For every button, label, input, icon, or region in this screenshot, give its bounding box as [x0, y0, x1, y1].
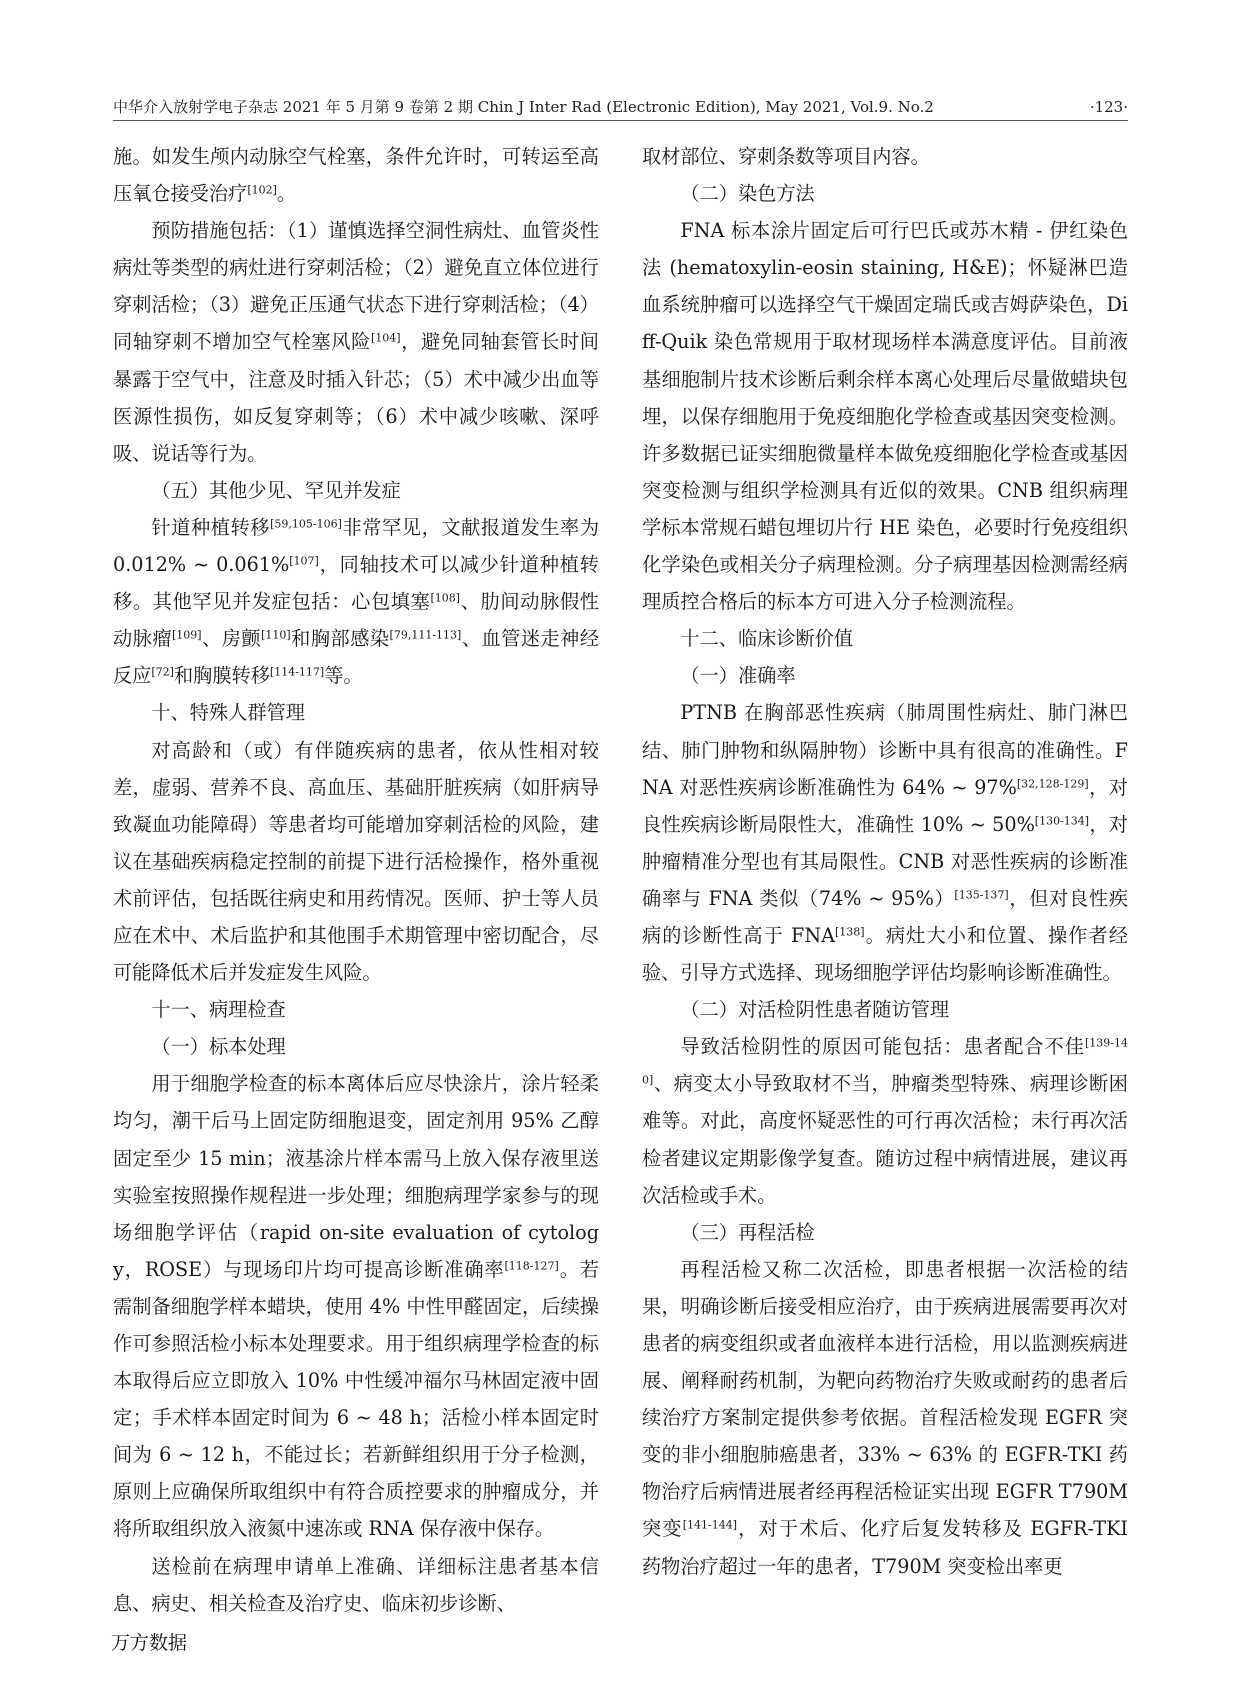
paragraph: FNA 标本涂片固定后可行巴氏或苏木精 - 伊红染色法 (hematoxylin-eosin staining, H&E)；怀疑淋巴造血系统肿瘤可以选择空气干燥固定瑞氏或吉姆萨染色，Diff-Quik 染色常规用于取材现场样本满意度评估。目前液基细胞制片技术诊断后剩余样本离心处理后尽量做蜡块包埋，以保存细胞用于免疫细胞化学检查或基因突变检测。许多数据已证实细胞微量样本做免疫细胞化学检查或基因突变检测与组织学检测具有近似的效果。CNB 组织病理学标本常规石蜡包埋切片行 HE 染色，必要时行免疫组织化学染色或相关分子病理检测。分子病理基因检测需经病理质控合格后的标本方可进入分子检测流程。 — [642, 219, 1128, 614]
section-heading: （五）其他少见、罕见并发症 — [151, 478, 401, 502]
section-heading: 十、特殊人群管理 — [151, 701, 305, 725]
paragraph: 再程活检又称二次活检，即患者根据一次活检的结果，明确诊断后接受相应治疗，由于疾病进展需要再次对患者的病变组织或者血液样本进行活检，用以监测疾病进展、阐释耐药机制，为靶向药物治疗失败或耐药的患者后续治疗方案制定提供参考依据。首程活检发现 EGFR 突变的非小细胞肺癌患者，33% ~ 63% 的 EGFR-TKI 药物治疗后病情进展者经再程活检证实出现 EGFR T790M 突变[141-144]，对于术后、化疗后复发转移及 EGFR-TKI 药物治疗超过一年的患者，T790M 突变检出率更 — [642, 1257, 1128, 1578]
citation[interactable]: [32,128-129] — [1016, 777, 1089, 790]
running-header — [113, 94, 1128, 121]
citation[interactable]: [107] — [289, 554, 319, 568]
section-heading: 十一、病理检查 — [151, 998, 286, 1022]
citation[interactable]: [72] — [151, 665, 174, 679]
right-column — [642, 138, 1128, 1585]
paragraph: PTNB 在胸部恶性疾病（肺周围性病灶、肺门淋巴结、肺门肿物和纵隔肿物）诊断中具有很高的准确性。FNA 对恶性疾病诊断准确性为 64% ~ 97%[32,128-129]，对良性疾病诊断局限性大，准确性 10% ~ 50%[130-134]，对肿瘤精准分型也有其局限性。CNB 对恶性疾病的诊断准确率与 FNA 类似（74% ~ 95%）[135-137]，但对良性疾病的诊断性高于 FNA[138]。病灶大小和位置、操作者经验、引导方式选择、现场细胞学评估均影响诊断准确性。 — [642, 701, 1129, 985]
citation[interactable]: [109] — [172, 628, 202, 642]
section-heading: 十二、临床诊断价值 — [680, 627, 854, 651]
paragraph: 送检前在病理申请单上准确、详细标注患者基本信息、病史、相关检查及治疗史、临床初步诊断、 — [113, 1554, 599, 1615]
journal-citation: 中华介入放射学电子杂志 2021 年 5 月第 9 卷第 2 期 Chin J Inter Rad (Electronic Edition), May 2021, Vol.9. No.2 — [113, 98, 934, 116]
citation[interactable]: [130-134] — [1034, 814, 1090, 828]
section-heading: （三）再程活检 — [680, 1220, 815, 1244]
citation[interactable]: [139-140] — [642, 1036, 1128, 1087]
paragraph: 针道种植转移[59,105-106]非常罕见，文献报道发生率为 0.012% ~ 0.061%[107]，同轴技术可以减少针道种植转移。其他罕见并发症包括：心包填塞[108]、肋间动脉假性动脉瘤[109]、房颤[110]和胸部感染[79,111-113]、血管迷走神经反应[72]和胸膜转移[114-117]等。 — [113, 515, 600, 688]
section-heading: （一）标本处理 — [151, 1035, 286, 1059]
paragraph: 导致活检阴性的原因可能包括：患者配合不佳[139-140]、病变太小导致取材不当，肿瘤类型特殊、病理诊断困难等。对此，高度怀疑恶性的可行再次活检；未行再次活检者建议定期影像学复查。随访过程中病情进展，建议再次活检或手术。 — [642, 1035, 1128, 1207]
section-heading: （二）染色方法 — [680, 182, 815, 206]
section-heading: （二）对活检阴性患者随访管理 — [680, 998, 950, 1022]
section-heading: （一）准确率 — [680, 664, 796, 688]
paragraph: 预防措施包括：（1）谨慎选择空洞性病灶、血管炎性病灶等类型的病灶进行穿刺活检；（2）避免直立体位进行穿刺活检；（3）避免正压通气状态下进行穿刺活检；（4）同轴穿刺不增加空气栓塞风险[104]，避免同轴套管长时间暴露于空气中，注意及时插入针芯；（5）术中减少出血等医源性损伤，如反复穿刺等；（6）术中减少咳嗽、深呼吸、说话等行为。 — [113, 219, 599, 465]
citation[interactable]: [108] — [430, 591, 461, 605]
paragraph: 取材部位、穿刺条数等项目内容。 — [642, 145, 930, 168]
citation[interactable]: [118-127] — [504, 1259, 559, 1273]
citation[interactable]: [102] — [247, 183, 277, 197]
watermark-text: 万方数据 — [111, 1632, 188, 1654]
citation[interactable]: [110] — [261, 628, 291, 642]
citation[interactable]: [79,111-113] — [389, 628, 462, 642]
citation[interactable]: [138] — [834, 925, 865, 939]
paragraph: 用于细胞学检查的标本离体后应尽快涂片，涂片轻柔均匀，潮干后马上固定防细胞退变，固定剂用 95% 乙醇固定至少 15 min；液基涂片样本需马上放入保存液里送实验室按照操作规程进一步处理；细胞病理学家参与的现场细胞学评估（rapid on-site evaluation of cytology，ROSE）与现场印片均可提高诊断准确率[118-127]。若需制备细胞学样本蜡块，使用 4% 中性甲醛固定，后续操作可参照活检小标本处理要求。用于组织病理学检查的标本取得后应立即放入 10% 中性缓冲福尔马林固定液中固定；手术样本固定时间为 6 ~ 48 h；活检小样本固定时间为 6 ~ 12 h，不能过长；若新鲜组织用于分子检测，原则上应确保所取组织中有符合质控要求的肿瘤成分，并将所取组织放入液氮中速冻或 RNA 保存液中保存。 — [113, 1072, 600, 1541]
citation[interactable]: [114-117] — [269, 665, 325, 679]
left-column — [113, 138, 599, 1622]
citation[interactable]: [135-137] — [954, 888, 1009, 902]
citation[interactable]: [141-144] — [682, 1518, 738, 1532]
citation[interactable]: [104] — [370, 331, 401, 345]
page-number: ·123· — [1089, 98, 1128, 116]
paragraph: 对高龄和（或）有伴随疾病的患者，依从性相对较差，虚弱、营养不良、高血压、基础肝脏疾病（如肝病导致凝血功能障碍）等患者均可能增加穿刺活检的风险，建议在基础疾病稳定控制的前提下进行活检操作，格外重视术前评估，包括既往病史和用药情况。医师、护士等人员应在术中、术后监护和其他围手术期管理中密切配合，尽可能降低术后并发症发生风险。 — [113, 738, 599, 985]
citation[interactable]: [59,105-106] — [270, 517, 342, 531]
paragraph: 施。如发生颅内动脉空气栓塞，条件允许时，可转运至高压氧仓接受治疗[102]。 — [113, 145, 599, 206]
